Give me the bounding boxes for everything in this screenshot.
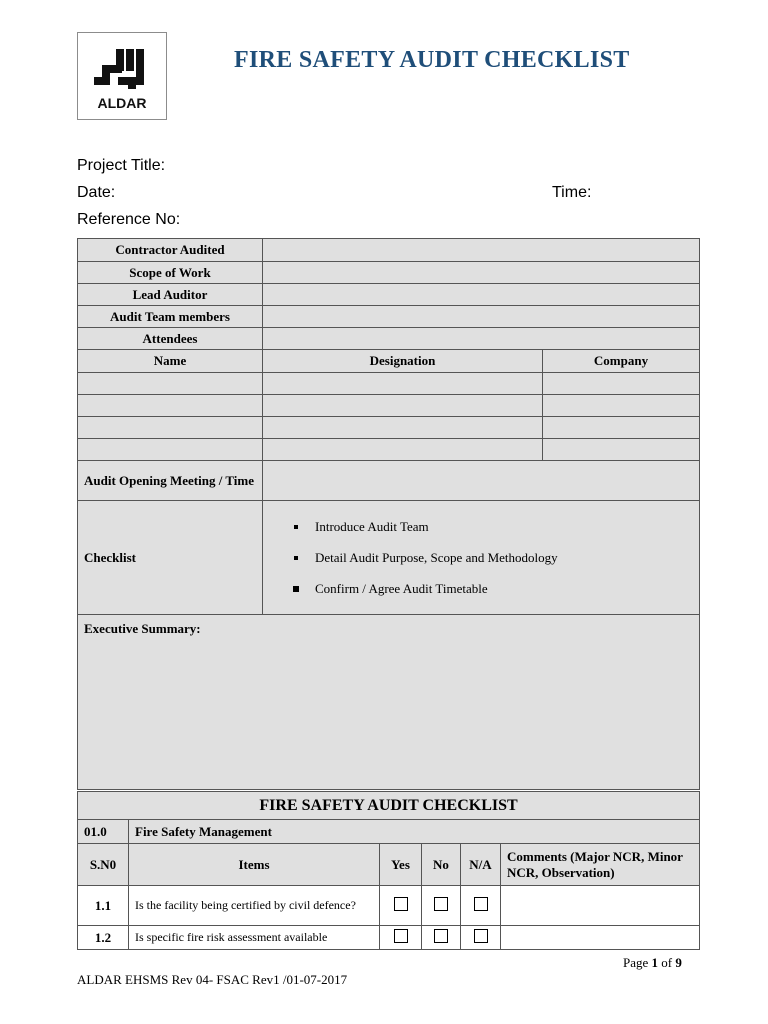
checklist-item: Introduce Audit Team (315, 511, 693, 542)
page-of: of (658, 955, 676, 970)
attendee-company-cell[interactable] (543, 417, 700, 439)
reference-label: Reference No: (77, 211, 181, 228)
executive-summary-label: Executive Summary: (84, 621, 201, 636)
scope-of-work-label: Scope of Work (78, 262, 263, 284)
contractor-audited-label: Contractor Audited (78, 239, 263, 262)
row-number: 1.2 (78, 926, 129, 950)
lead-auditor-label: Lead Auditor (78, 284, 263, 306)
checklist-items-cell (263, 501, 700, 615)
logo-text: ALDAR (97, 95, 147, 111)
attendee-row (78, 417, 700, 439)
attendee-row (78, 439, 700, 461)
table-row (78, 926, 700, 950)
attendee-name-cell[interactable] (78, 395, 263, 417)
date-label: Date: (77, 184, 116, 201)
attendee-company-cell[interactable] (543, 373, 700, 395)
section-number: 01.0 (78, 820, 129, 844)
attendee-name-cell[interactable] (78, 417, 263, 439)
checklist-title: FIRE SAFETY AUDIT CHECKLIST (78, 792, 700, 820)
col-designation-header: Designation (263, 350, 543, 373)
audit-team-members-label: Audit Team members (78, 306, 263, 328)
attendee-row (78, 373, 700, 395)
executive-summary-cell[interactable] (78, 615, 700, 790)
fire-safety-checklist-table (77, 791, 700, 950)
no-cell (422, 886, 461, 926)
time-label: Time: (552, 184, 592, 201)
items-header: Items (129, 844, 380, 886)
lead-auditor-field[interactable] (263, 284, 700, 306)
attendee-designation-cell[interactable] (263, 417, 543, 439)
comments-header: Comments (Major NCR, Minor NCR, Observation) (501, 844, 700, 886)
comments-field[interactable] (501, 886, 700, 926)
audit-team-members-field[interactable] (263, 306, 700, 328)
yes-header: Yes (380, 844, 422, 886)
attendee-designation-cell[interactable] (263, 373, 543, 395)
attendee-name-cell[interactable] (78, 439, 263, 461)
aldar-logo-mark (78, 33, 166, 119)
checklist-item: Confirm / Agree Audit Timetable (315, 573, 693, 604)
no-checkbox[interactable] (434, 929, 448, 943)
attendee-company-cell[interactable] (543, 439, 700, 461)
row-item-text: Is specific fire risk assessment available (129, 926, 380, 950)
scope-of-work-field[interactable] (263, 262, 700, 284)
col-company-header: Company (543, 350, 700, 373)
attendee-designation-cell[interactable] (263, 395, 543, 417)
attendee-designation-cell[interactable] (263, 439, 543, 461)
table-row (78, 886, 700, 926)
attendees-label: Attendees (78, 328, 263, 350)
row-item-text: Is the facility being certified by civil defence? (129, 886, 380, 926)
contractor-audited-field[interactable] (263, 239, 700, 262)
aldar-logo (77, 32, 167, 120)
yes-checkbox[interactable] (394, 897, 408, 911)
na-cell (461, 926, 501, 950)
page-current: 1 (651, 955, 659, 970)
no-header: No (422, 844, 461, 886)
opening-meeting-field[interactable] (263, 461, 700, 501)
yes-cell (380, 886, 422, 926)
col-name-header: Name (78, 350, 263, 373)
document-reference: ALDAR EHSMS Rev 04- FSAC Rev1 /01-07-2017 (77, 972, 348, 987)
attendee-company-cell[interactable] (543, 395, 700, 417)
na-checkbox[interactable] (474, 897, 488, 911)
page-indicator (623, 955, 682, 971)
document-title: FIRE SAFETY AUDIT CHECKLIST (234, 47, 630, 73)
page-prefix: Page (623, 955, 652, 970)
yes-checkbox[interactable] (394, 929, 408, 943)
no-checkbox[interactable] (434, 897, 448, 911)
sno-header: S.N0 (78, 844, 129, 886)
na-cell (461, 886, 501, 926)
project-title-label: Project Title: (77, 157, 166, 174)
attendee-name-cell[interactable] (78, 373, 263, 395)
attendees-field[interactable] (263, 328, 700, 350)
audit-info-table (77, 238, 700, 790)
yes-cell (380, 926, 422, 950)
comments-field[interactable] (501, 926, 700, 950)
na-checkbox[interactable] (474, 929, 488, 943)
page-total: 9 (675, 955, 682, 970)
no-cell (422, 926, 461, 950)
opening-meeting-label: Audit Opening Meeting / Time (78, 461, 263, 501)
attendee-row (78, 395, 700, 417)
row-number: 1.1 (78, 886, 129, 926)
na-header: N/A (461, 844, 501, 886)
section-name: Fire Safety Management (129, 820, 700, 844)
checklist-label: Checklist (78, 501, 263, 615)
checklist-bullet-list (291, 511, 693, 604)
checklist-item: Detail Audit Purpose, Scope and Methodology (315, 542, 693, 573)
